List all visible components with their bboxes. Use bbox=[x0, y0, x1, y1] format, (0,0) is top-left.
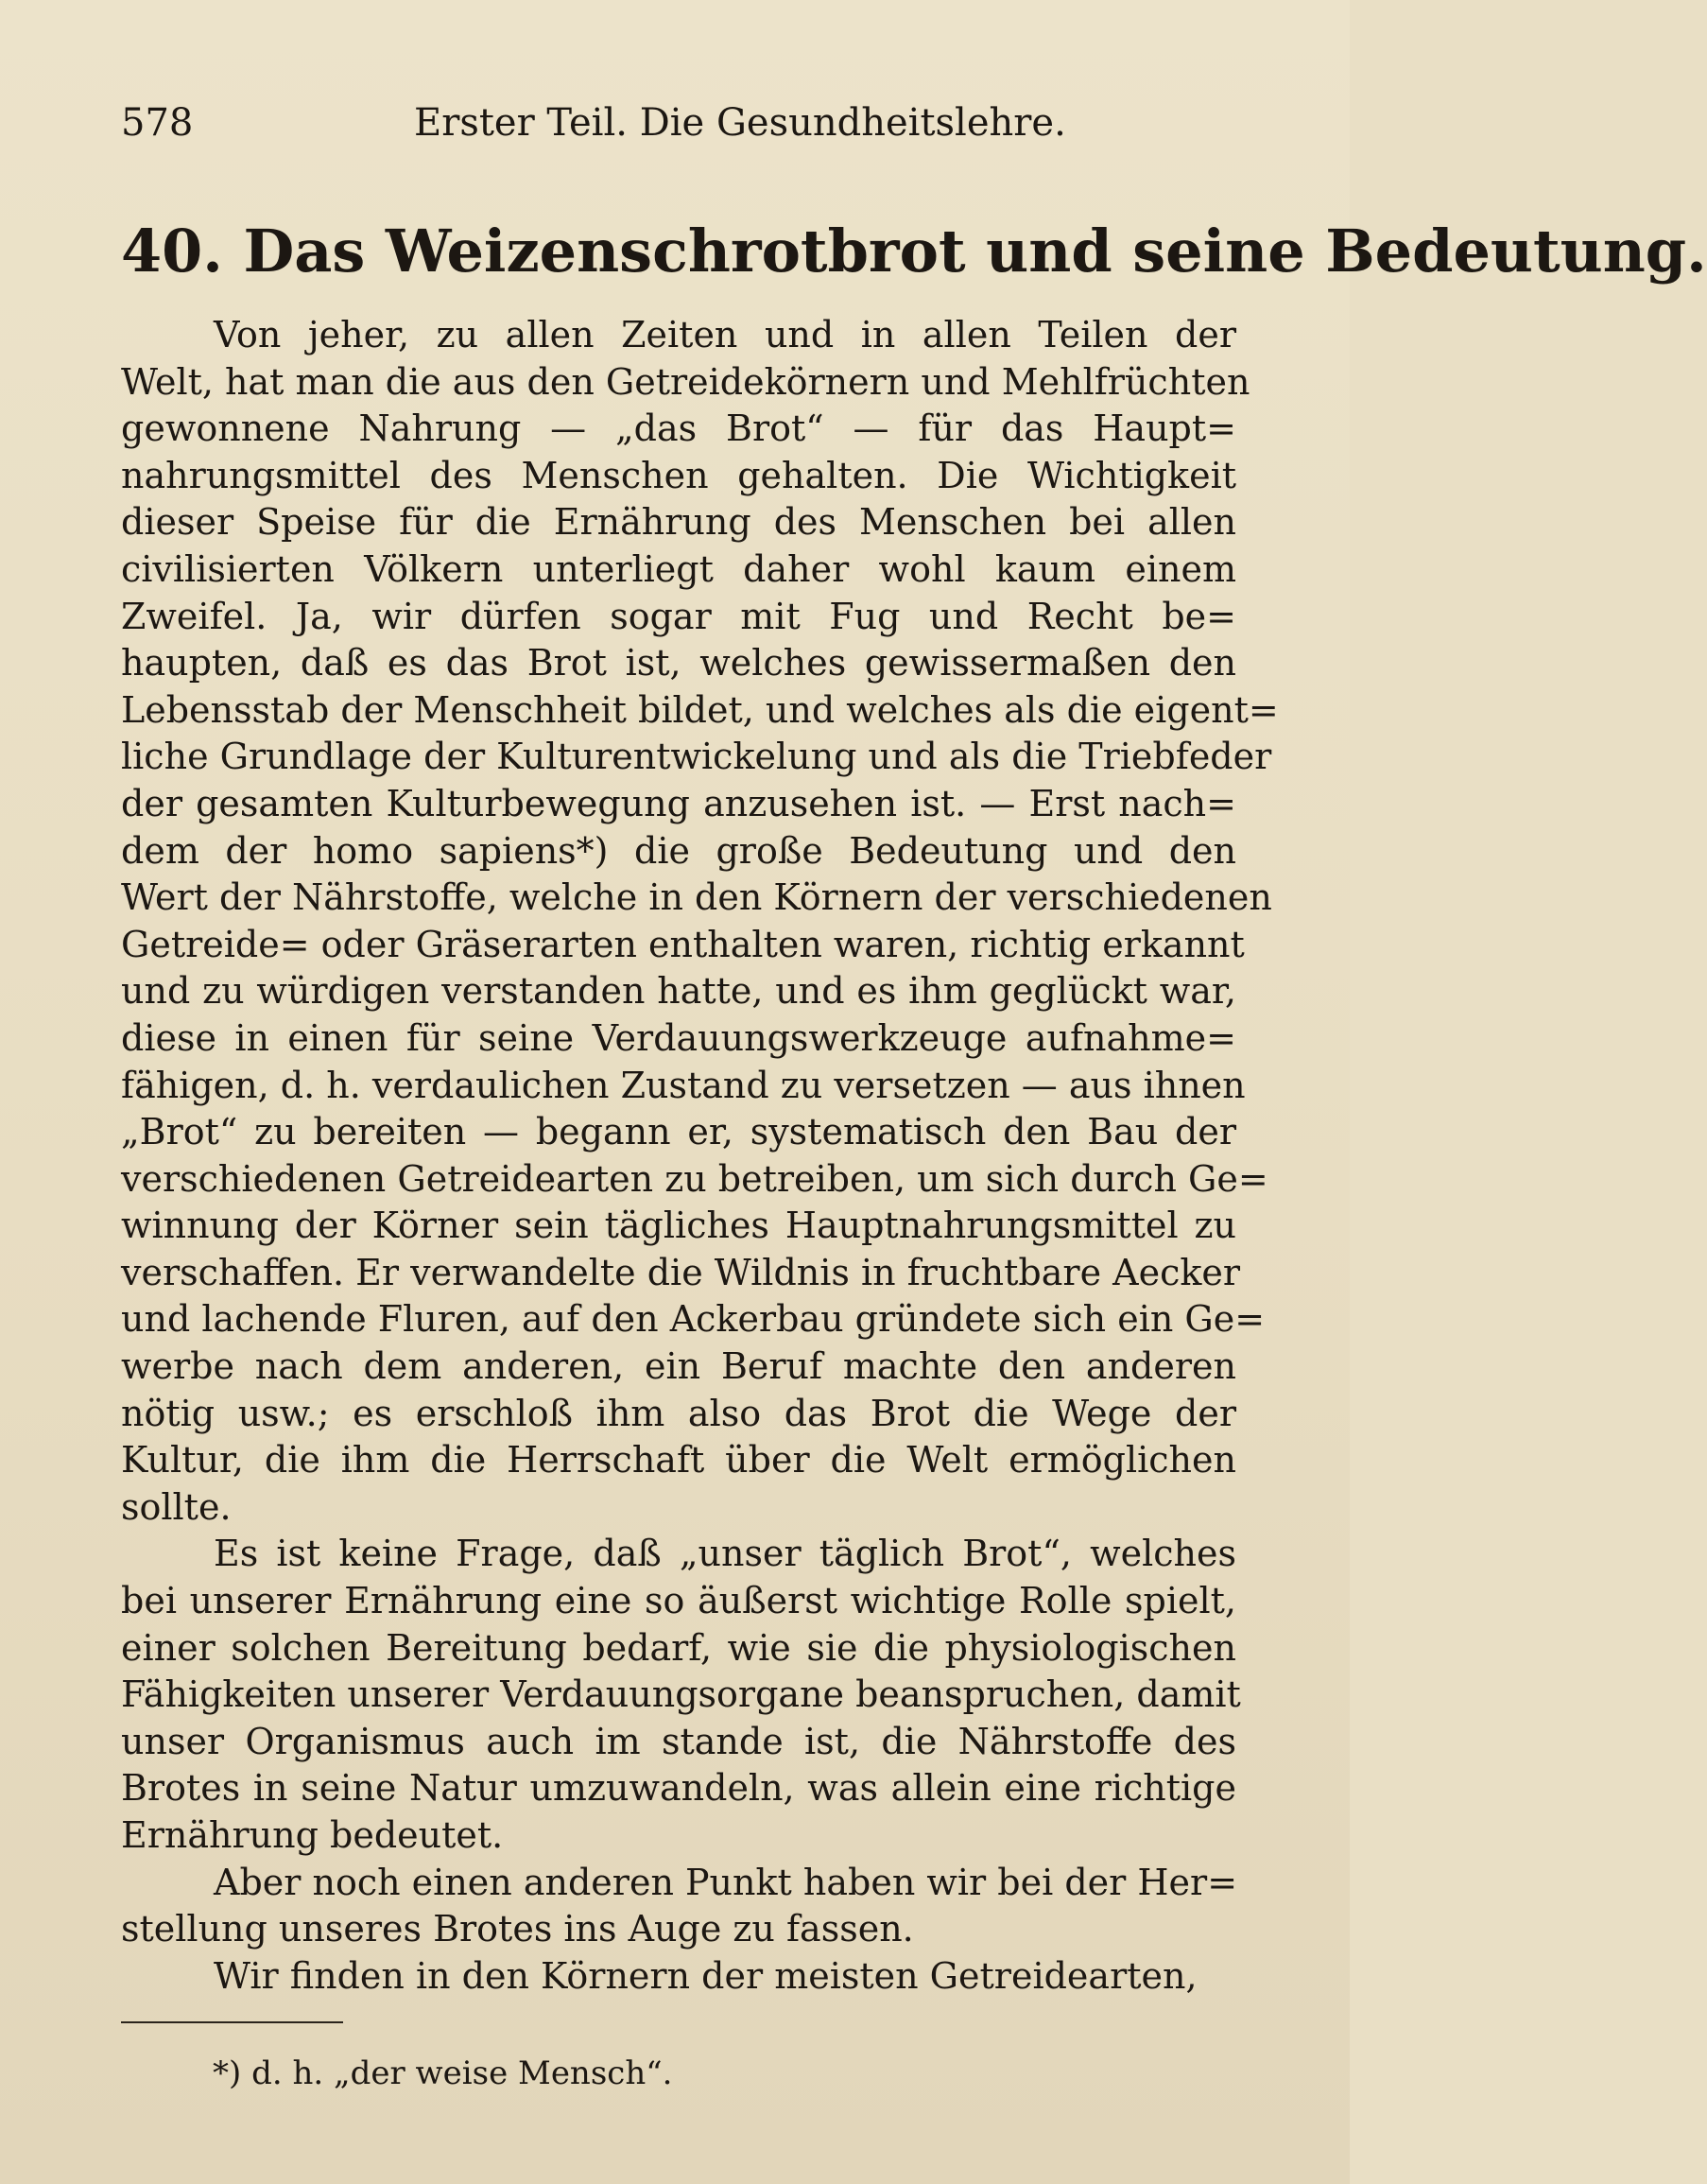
text-line: „Brot“ zu bereiten — begann er, systematisch den Bau der bbox=[121, 1111, 1236, 1153]
text-line: verschiedenen Getreidearten zu betreiben, um sich durch Ge= bbox=[121, 1157, 1268, 1200]
text-line: Kultur, die ihm die Herrschaft über die Welt ermöglichen bbox=[121, 1439, 1236, 1482]
text-line: Fähigkeiten unserer Verdauungsorgane beanspruchen, damit bbox=[121, 1673, 1241, 1716]
text-line: sollte. bbox=[121, 1485, 232, 1528]
text-line: Zweifel. Ja, wir dürfen sogar mit Fug und Recht be= bbox=[121, 595, 1236, 637]
text-line: bei unserer Ernährung eine so äußerst wichtige Rolle spielt, bbox=[121, 1580, 1236, 1622]
text-line: und lachende Fluren, auf den Ackerbau gründete sich ein Ge= bbox=[121, 1298, 1266, 1341]
text-line: Ernährung bedeutet. bbox=[121, 1814, 504, 1856]
page-number: 578 bbox=[121, 101, 194, 145]
text-line: unser Organismus auch im stande ist, die Nährstoffe des bbox=[121, 1720, 1236, 1762]
paragraph bbox=[121, 312, 1279, 1531]
text-line: stellung unseres Brotes ins Auge zu fassen. bbox=[121, 1908, 914, 1950]
text-line: diese in einen für seine Verdauungswerkzeuge aufnahme= bbox=[121, 1016, 1236, 1059]
text-line: fähigen, d. h. verdaulichen Zustand zu versetzen — aus ihnen bbox=[121, 1064, 1246, 1106]
running-head: Erster Teil. Die Gesundheitslehre. bbox=[414, 101, 1066, 145]
text-line: der gesamten Kulturbewegung anzusehen ist. — Erst nach= bbox=[121, 782, 1236, 824]
text-line: dem der homo sapiens*) die große Bedeutung und den bbox=[121, 829, 1236, 872]
text-line: einer solchen Bereitung bedarf, wie sie die physiologischen bbox=[121, 1626, 1236, 1669]
text-line: Welt, hat man die aus den Getreidekörnern und Mehlfrüchten bbox=[121, 360, 1250, 403]
text-line: liche Grundlage der Kulturentwickelung und als die Triebfeder bbox=[121, 736, 1272, 778]
text-line: verschaffen. Er verwandelte die Wildnis in fruchtbare Aecker bbox=[121, 1251, 1241, 1293]
text-line: Brotes in seine Natur umzuwandeln, was allein eine richtige bbox=[121, 1767, 1236, 1810]
text-line: haupten, daß es das Brot ist, welches gewissermaßen den bbox=[121, 642, 1236, 685]
text-line: Aber noch einen anderen Punkt haben wir bei der Her= bbox=[214, 1861, 1238, 1903]
text-line: Wir finden in den Körnern der meisten Getreidearten, bbox=[214, 1954, 1198, 1997]
text-line: dieser Speise für die Ernährung des Menschen bei allen bbox=[121, 501, 1236, 544]
text-line: Es ist keine Frage, daß „unser täglich Brot“, welches bbox=[214, 1533, 1236, 1575]
text-line: nahrungsmittel des Menschen gehalten. Die Wichtigkeit bbox=[121, 454, 1236, 496]
footnote: *) d. h. „der weise Mensch“. bbox=[213, 2054, 673, 2092]
text-line: und zu würdigen verstanden hatte, und es ihm geglückt war, bbox=[121, 970, 1236, 1013]
text-line: nötig usw.; es erschloß ihm also das Brot die Wege der bbox=[121, 1392, 1236, 1434]
text-line: winnung der Körner sein tägliches Hauptnahrungsmittel zu bbox=[121, 1205, 1236, 1247]
text-line: civilisierten Völkern unterliegt daher wohl kaum einem bbox=[121, 547, 1236, 590]
paragraph bbox=[121, 1531, 1241, 1859]
footnote-divider bbox=[121, 2021, 343, 2023]
body-text bbox=[121, 312, 1279, 2000]
paragraph bbox=[121, 1860, 1236, 1953]
text-line: gewonnene Nahrung — „das Brot“ — für das Haupt= bbox=[121, 407, 1236, 450]
text-line: Getreide= oder Gräserarten enthalten waren, richtig erkannt bbox=[121, 923, 1245, 965]
text-line: Von jeher, zu allen Zeiten und in allen Teilen der bbox=[214, 314, 1236, 355]
text-line: Lebensstab der Menschheit bildet, und welches als die eigent= bbox=[121, 688, 1279, 731]
paragraph bbox=[121, 1953, 1236, 2001]
text-line: Wert der Nährstoffe, welche in den Körnern der verschiedenen bbox=[121, 876, 1272, 919]
text-line: werbe nach dem anderen, ein Beruf machte den anderen bbox=[121, 1345, 1236, 1388]
section-title: 40. Das Weizenschrotbrot und seine Bedeutung. bbox=[121, 217, 1707, 286]
